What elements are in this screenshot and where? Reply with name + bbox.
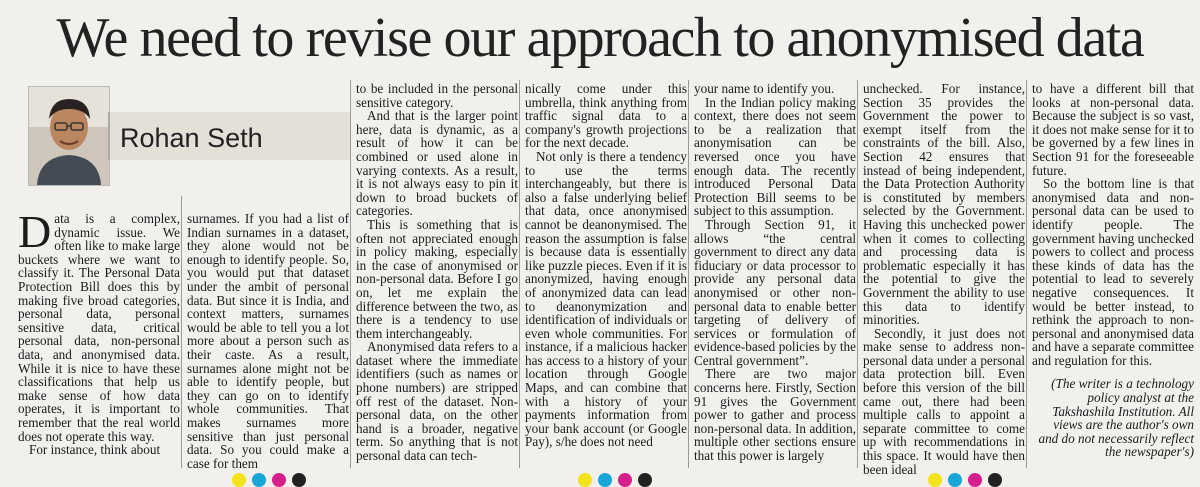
article-column-2	[187, 212, 349, 470]
registration-dot	[578, 473, 592, 487]
registration-dot	[252, 473, 266, 487]
registration-dot	[968, 473, 982, 487]
registration-dot	[618, 473, 632, 487]
registration-dot	[292, 473, 306, 487]
registration-dot	[928, 473, 942, 487]
author-note: (The writer is a technology policy analyst at the Takshashila Institution. All views are the author's own and do not necessarily reflect the newspaper's)	[1038, 376, 1194, 460]
column-rule	[1026, 80, 1027, 468]
paragraph: This is something that is often not appreciated enough in policy making, especially in the case of anonymised or non-personal data. Before I go on, let me explain the difference between the two, as there is a tendency to use them interchangeably.	[356, 216, 518, 341]
paragraph: And that is the larger point here, data is dynamic, as a result of how it can be combined or used alone in varying contexts. As a result, it is not always easy to pin it down to broad buckets of categories.	[356, 108, 518, 219]
article-column-6	[863, 82, 1025, 476]
article-column-3	[356, 82, 518, 463]
column-rule	[688, 80, 689, 468]
paragraph: Data is a complex, dynamic issue. We often like to make large buckets where we want to classify it. The Personal Data Protection Bill does this by making five broad categories, personal data, personal sensitive data, critical personal data, non-personal data, and anonymised data. While it is nice to have these classifications that help us make sense of how data operates, it is important to remember that the real world does not operate this way.	[18, 206, 180, 444]
column-rule	[519, 80, 520, 468]
paragraph: to be included in the personal sensitive category.	[356, 81, 518, 110]
column-rule	[181, 196, 182, 468]
article-column-4	[525, 82, 687, 449]
paragraph: Anonymised data refers to a dataset where the immediate identifiers (such as names or phone numbers) are stripped off rest of the dataset. Non-personal data, on the other hand is a broader, negative term. So anything that is not personal data can tech-	[356, 339, 518, 464]
paragraph: to have a different bill that looks at non-personal data. Because the subject is so vast, it does not make sense for it to be governed by a few lines in Section 91 for the foreseeable future.	[1032, 81, 1194, 178]
paragraph: For instance, think about	[29, 442, 161, 458]
author-photo	[28, 86, 110, 186]
dropcap: D	[18, 206, 52, 257]
author-portrait-icon	[29, 87, 109, 185]
paragraph: Not only is there a tendency to use the terms interchangeably, but there is also a false underlying belief that data, once anonymised cannot be deanonymised. The reason the assumption is false is because data is essentially like puzzle pieces. Even if it is anonymized, having enough of anonymized data can lead to deanonymization and identification of individuals or even whole communities. For instance, if a malicious hacker has access to a history of your location through Google Maps, and can combine that with a history of your payments information from your bank account (or Google Pay), s/he does not need	[525, 148, 687, 450]
paragraph: surnames. If you had a list of Indian surnames in a dataset, they alone would not be enough to identify people. So, you would put that dataset under the ambit of personal data. But since it is India, and context matters, surnames would be able to tell you a lot more about a person such as their caste. As a result, surnames alone might not be able to identify people, but they can go on to identify whole communities. That makes surnames more sensitive than just personal data. So you could make a case for them	[187, 211, 349, 471]
paragraph: Through Section 91, it allows “the central government to direct any data fiduciary or data processor to provide any personal data anonymised or other non-personal data to enable better targeting of delivery of services or formulation of evidence-based policies by the Central government”.	[694, 216, 856, 368]
registration-dot	[948, 473, 962, 487]
article-column-5	[694, 82, 856, 463]
column-rule	[350, 80, 351, 468]
paragraph: In the Indian policy making context, there does not seem to be a realization that anonymisation can be reversed once you have enough data. The recently introduced Personal Data Protection Bill seems to be subject to this assumption.	[694, 94, 856, 219]
paragraph: So the bottom line is that anonymised data and non-personal data can be used to identify people. The government having unchecked powers to collect and process these kinds of data has the potential to lead to severely negative consequences. It would be better instead, to rethink the approach to non-personal and anonymised data and have a separate committee and regulation for this.	[1032, 176, 1194, 368]
paragraph: your name to identify you.	[694, 81, 835, 96]
paragraph: There are two major concerns here. Firstly, Section 91 gives the Government power to gather and process non-personal data. In addition, multiple other sections ensure that this power is largely	[694, 366, 856, 464]
paragraph: Secondly, it just does not make sense to address non-personal data under a personal data protection bill. Even before this version of the bill came out, there had been multiple calls to appoint a separate committee to come up with recommendations in this space. It would have then been ideal	[863, 325, 1025, 477]
registration-dot	[638, 473, 652, 487]
registration-dot	[988, 473, 1002, 487]
paragraph: unchecked. For instance, Section 35 provides the Government the power to exempt itself from the constraints of the bill. Also, Section 42 ensures that instead of being independent, the Data Protection Authority is constituted by members selected by the Government. Having this unchecked power when it comes to collecting and processing data is problematic especially it has the potential to give the Government the ability to use this data to identify minorities.	[863, 81, 1025, 328]
article-column-7	[1032, 82, 1194, 459]
registration-dot	[272, 473, 286, 487]
article-column-1	[18, 206, 180, 458]
paragraph: nically come under this umbrella, think anything from traffic signal data to a company's growth projections for the next decade.	[525, 81, 687, 151]
headline: We need to revise our approach to anonymised data	[56, 7, 1144, 69]
column-rule	[857, 80, 858, 468]
registration-dot	[232, 473, 246, 487]
registration-dot	[598, 473, 612, 487]
author-name: Rohan Seth	[120, 123, 263, 153]
